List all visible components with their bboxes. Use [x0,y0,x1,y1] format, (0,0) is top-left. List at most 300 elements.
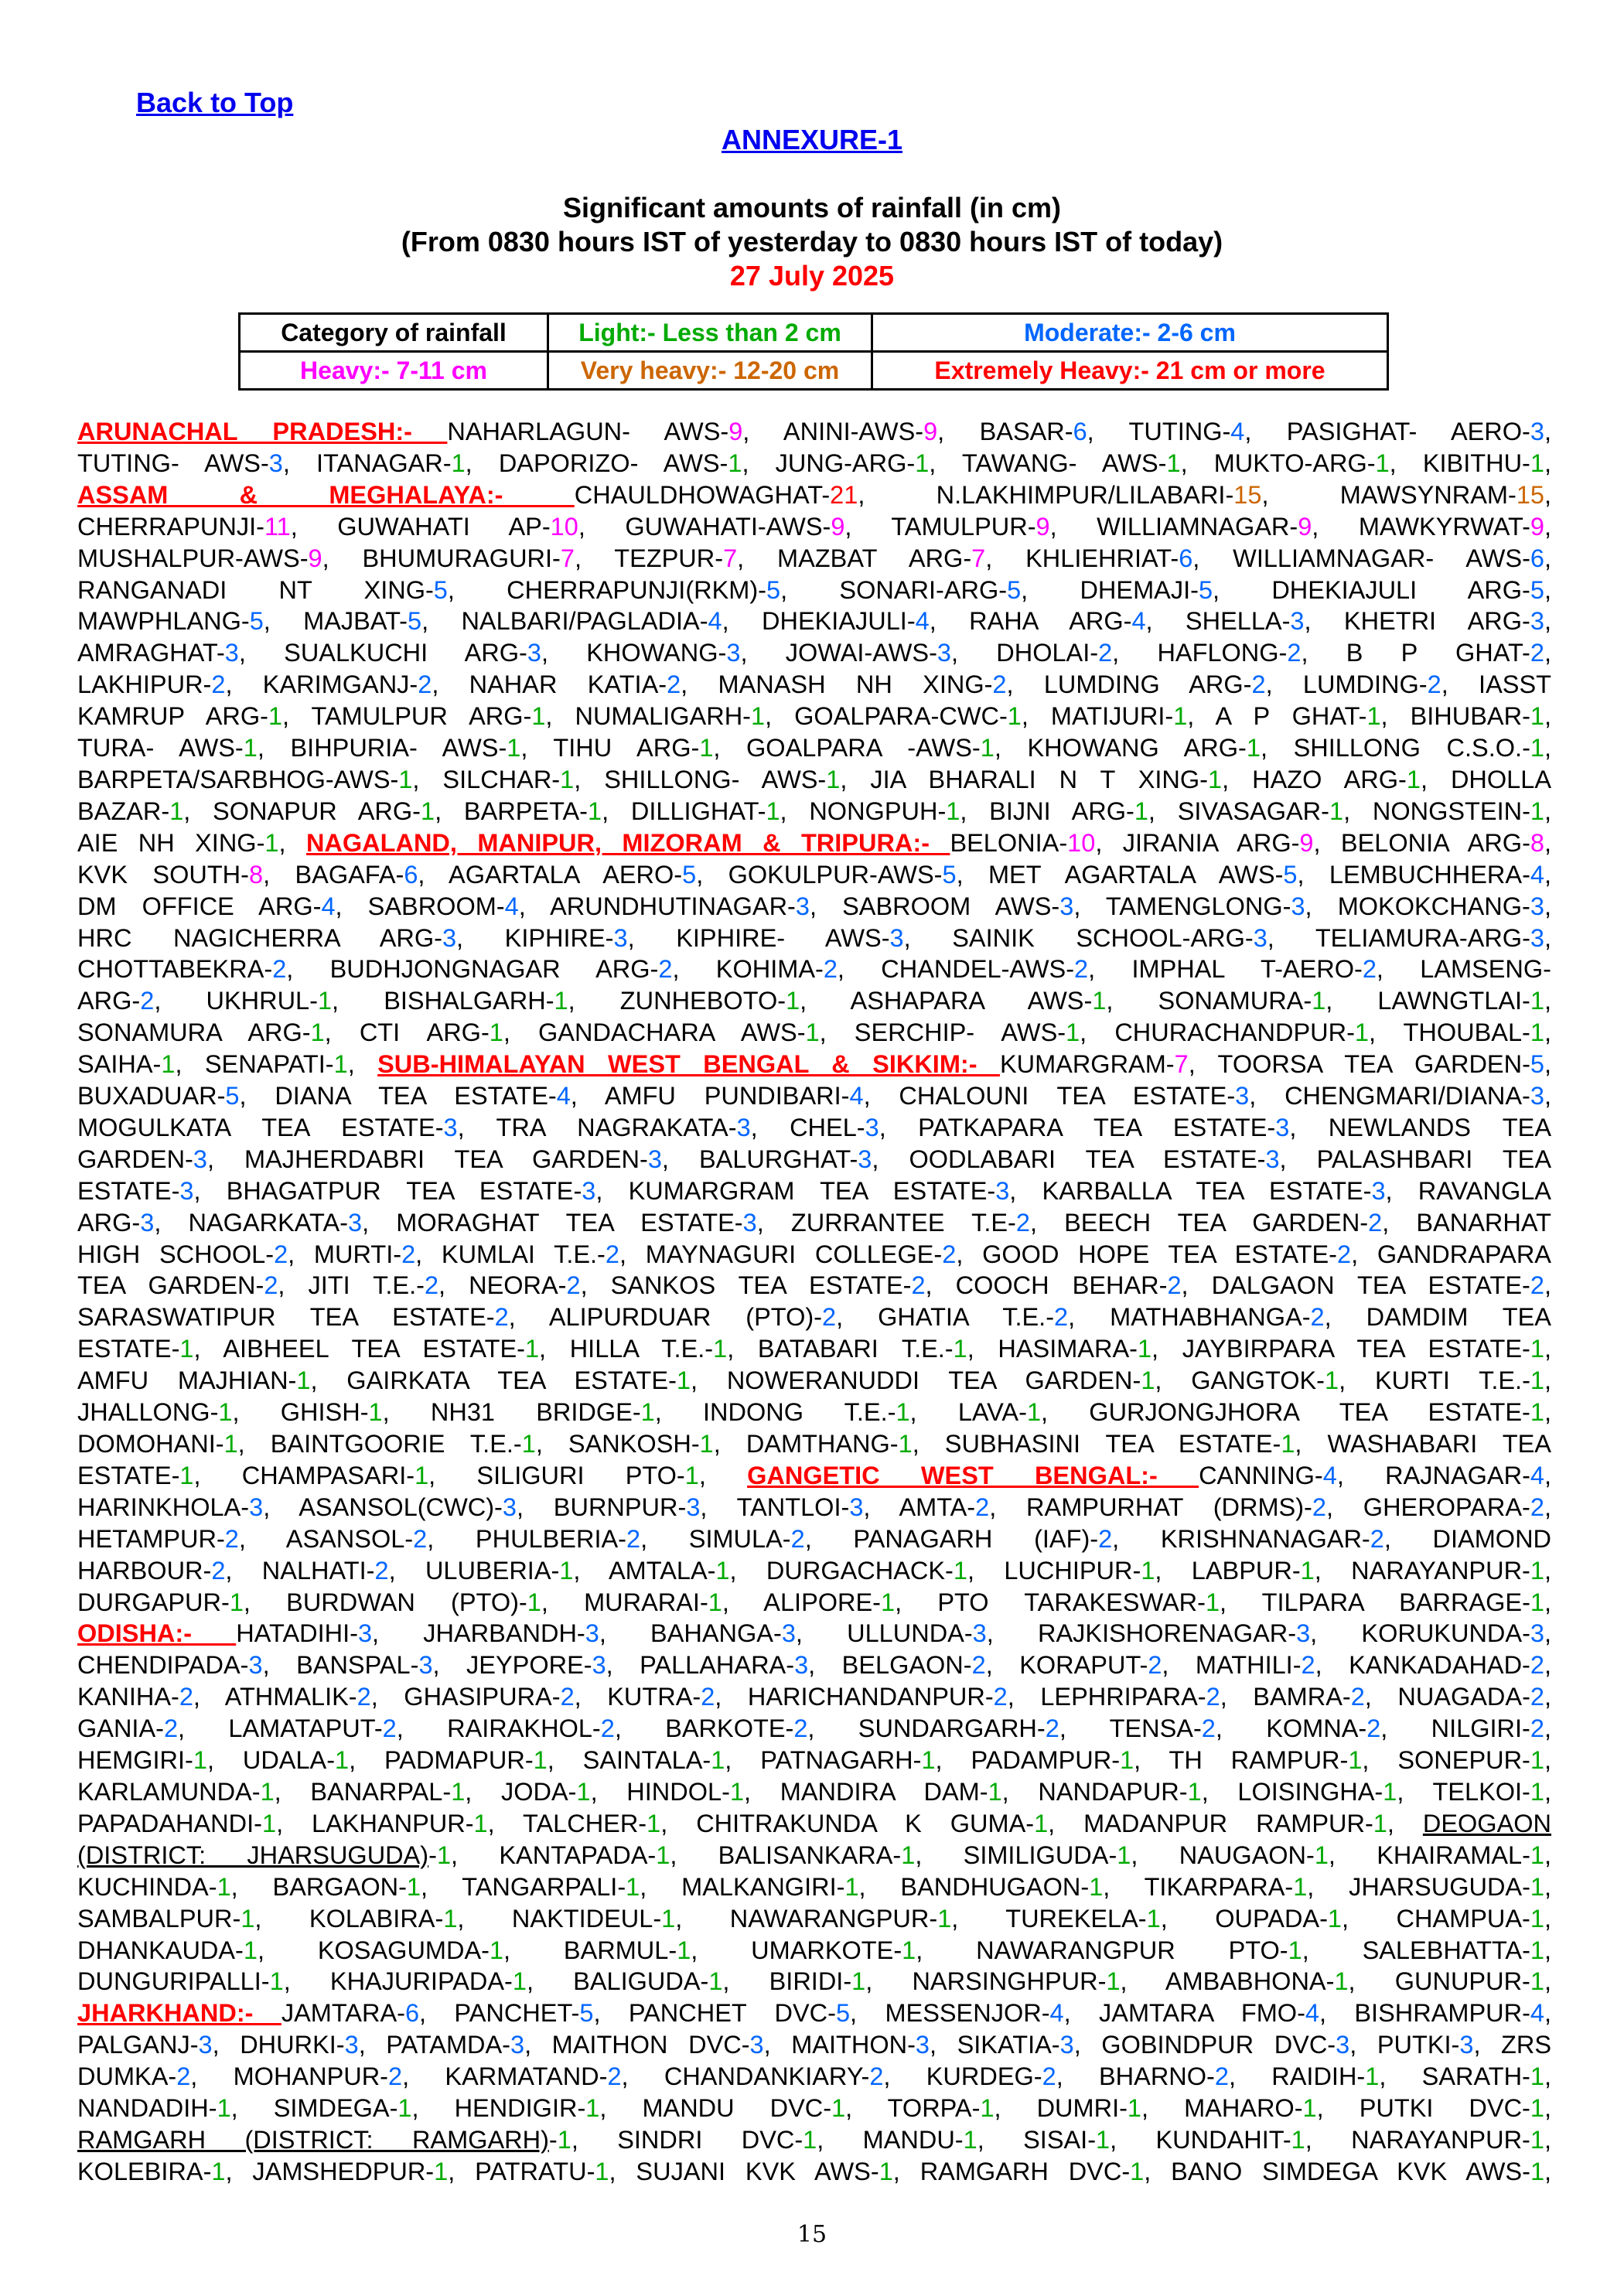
station-name: , ARUNDHUTINAGAR- [518,892,796,920]
station-name: , KOMNA- [1215,1714,1367,1743]
station-name: GARDEN- [77,1145,193,1173]
rainfall-value: 1 [1246,734,1261,762]
rainfall-value: 1 [661,1904,676,1933]
legend-extremely-heavy: Extremely Heavy:- 21 cm or more [872,352,1388,390]
station-name: , NALBARI/PAGLADIA- [421,607,708,636]
rainfall-value: 1 [269,1967,284,1996]
rainfall-value: 1 [1208,765,1223,793]
text-line [77,1397,1551,1428]
back-to-top-link[interactable]: Back to Top [136,87,294,118]
rainfall-value: 1 [786,987,800,1015]
station-name: , PALASHBARI TEA [1279,1145,1552,1173]
rainfall-value: 1 [711,1746,725,1775]
station-name: PAPADAHANDI- [77,1809,262,1837]
station-name: , NALHATI- [225,1556,375,1585]
station-name: , ULUBERIA- [388,1556,560,1585]
rainfall-value: 1 [1096,2125,1111,2154]
station-name: CANNING- [1199,1461,1323,1489]
rainfall-value: 3 [686,1493,701,1521]
station-name: , DHEMAJI- [1021,575,1199,604]
region-heading: ARUNACHAL PRADESH:- [77,418,448,445]
rainfall-value: 1 [1120,1746,1134,1775]
station-name: ARG- [77,1208,141,1237]
rainfall-value: 2 [224,1524,239,1553]
station-name: , [1544,1841,1552,1869]
station-name: , KOHIMA- [672,955,824,984]
text-line [77,1175,1551,1207]
rainfall-value: 1 [1530,1904,1544,1933]
rainfall-value: 1 [1530,449,1544,477]
text-line [77,637,1551,669]
rainfall-value: 3 [726,639,741,667]
rainfall-value: 1 [1334,1967,1349,1996]
rainfall-value: 2 [667,670,681,699]
rainfall-value: 1 [699,734,714,762]
station-name: , MADANPUR RAMPUR- [1048,1809,1373,1837]
rainfall-value: 1 [980,2094,995,2123]
rainfall-value: 2 [607,2062,622,2091]
station-name: ESTATE- [77,1176,180,1205]
rainfall-value: 3 [527,639,541,667]
station-name: , SABROOM AWS- [809,892,1060,920]
station-name: , [1544,1588,1552,1616]
station-name: , NOWERANUDDI TEA GARDEN- [690,1366,1141,1395]
station-name: , MANASH NH XING- [681,670,993,699]
rainfall-value: 1 [1205,1588,1220,1616]
rainfall-value: 3 [443,1113,458,1141]
rainfall-value: 5 [1198,575,1213,604]
rainfall-value: 3 [613,923,628,952]
rainfall-value: 3 [1336,2031,1350,2059]
station-name: , LAMSENG- [1376,955,1552,984]
station-name: , NILGIRI- [1380,1714,1530,1743]
station-name: , OUPADA- [1160,1904,1328,1933]
rainfall-value: 1 [1530,702,1544,731]
rainfall-value: 2 [1201,1714,1216,1743]
rainfall-value: 1 [988,1777,1002,1806]
station-name: , NARAYANPUR- [1305,2125,1530,2154]
station-name: , SIMDEGA- [230,2094,398,2123]
rainfall-value: 1 [898,1430,913,1458]
rainfall-value: 1 [708,1588,722,1616]
rainfall-value: 1 [1530,2094,1544,2123]
rainfall-value: 1 [1130,2157,1145,2185]
rainfall-value: 1 [1291,2125,1305,2154]
station-name: , [1387,1809,1423,1837]
station-name: HETAMPUR- [77,1524,225,1553]
rainfall-value: 1 [826,765,841,793]
rainfall-value: 1 [264,828,279,857]
station-name: , DAMDIM TEA [1324,1303,1551,1332]
station-name: , BATABARI T.E.- [727,1335,954,1363]
rainfall-value: 2 [274,1240,288,1268]
station-name: , AMBABHONA- [1120,1967,1335,1996]
station-name: , LAMATAPUT- [178,1714,383,1743]
station-name: , BELONIA ARG- [1313,828,1530,857]
rainfall-value: 2 [264,1271,278,1300]
rainfall-value: 2 [401,1240,416,1268]
rainfall-value: 6 [1073,418,1087,445]
station-name: , [698,1461,748,1489]
rainfall-value: 3 [865,1113,879,1141]
rainfall-value: 1 [218,1398,233,1427]
station-name: , TAMULPUR ARG- [282,702,532,731]
station-name: , TH RAMPUR- [1134,1746,1349,1775]
rainfall-value: 1 [260,1777,275,1806]
rainfall-value: 2 [1251,670,1266,699]
station-name: , JEYPORE- [432,1651,592,1680]
station-name: , N.LAKHIMPUR/LILABARI- [858,480,1234,509]
station-name: - [548,2125,558,2154]
rainfall-value: 3 [1530,1619,1544,1648]
rainfall-value: 5 [942,860,957,889]
station-name: , TELIAMURA-ARG- [1267,923,1530,952]
station-name: , ZURRANTEE T.E- [756,1208,1016,1237]
station-name: , PATRATU- [448,2157,595,2185]
rainfall-value: 6 [1530,544,1544,572]
heading-title: Significant amounts of rainfall (in cm) [562,192,1062,223]
station-name: , [1544,1398,1551,1427]
station-name: LAKHIPUR- [77,670,212,699]
rainfall-value: 1 [223,1430,238,1458]
rainfall-value: 3 [1371,1176,1386,1205]
rainfall-value: 2 [1148,1651,1162,1680]
rainfall-value: 1 [434,2157,449,2185]
rainfall-value: 5 [1530,1050,1544,1079]
station-name: DUMKA- [77,2062,177,2091]
station-name: , MORAGHAT TEA ESTATE- [362,1208,743,1237]
rainfall-value: 3 [1530,892,1544,920]
rainfall-value: 1 [415,1461,429,1489]
station-name: GANIA- [77,1714,164,1743]
station-name: TURA- AWS- [77,734,244,762]
station-name: , [1544,418,1551,445]
station-name: , SARATH- [1379,2062,1530,2091]
station-name: , [1544,1967,1551,1996]
station-name: , PADAMPUR- [935,1746,1121,1775]
station-name: , TANTLOI- [700,1493,850,1521]
station-name: , MET AGARTALA AWS- [956,860,1284,889]
station-name: , KANKADAHAD- [1315,1651,1530,1680]
station-name: , [1544,860,1552,889]
station-name: , SANKOS TEA ESTATE- [580,1271,912,1300]
rainfall-value: 7 [560,544,575,572]
rainfall-value: 1 [1141,1366,1155,1395]
rainfall-value: 2 [1362,955,1377,984]
rainfall-value: 4 [321,892,336,920]
station-name: , GHEROPARA- [1325,1493,1530,1521]
rainfall-value: 1 [901,1841,916,1869]
station-name: HEMGIRI- [77,1746,193,1775]
station-name: , JOWAI-AWS- [740,639,937,667]
station-name: , TILPARA BARRAGE- [1220,1588,1530,1616]
station-name: , BHARNO- [1056,2062,1215,2091]
station-name: , GURJONGJHORA TEA ESTATE- [1041,1398,1530,1427]
station-name: , KOLABIRA- [254,1904,444,1933]
rainfall-value: 9 [728,418,743,445]
station-name: , GAIRKATA TEA ESTATE- [310,1366,677,1395]
rainfall-value: 1 [1106,1967,1121,1996]
station-name: DEOGAON [1422,1809,1551,1837]
station-name: , BANDHUGAON- [858,1872,1090,1901]
station-name: , KORAPUT- [985,1651,1148,1680]
station-name: , KHAIRAMAL- [1328,1841,1530,1869]
rainfall-value: 1 [489,1936,504,1964]
rainfall-value: 1 [1530,1777,1544,1806]
rainfall-value: 2 [374,1556,389,1585]
station-name: DHANKAUDA- [77,1936,244,1964]
station-name: , TELKOI- [1397,1777,1530,1806]
rainfall-value: 2 [388,2062,403,2091]
station-name: , GOALPARA -AWS- [713,734,981,762]
rainfall-value: 3 [1253,923,1267,952]
station-name: AMRAGHAT- [77,639,225,667]
rainfall-value: 3 [249,1493,264,1521]
rainfall-value: 1 [766,797,780,825]
station-name: SAMBALPUR- [77,1904,241,1933]
rainfall-value: 4 [1131,607,1146,636]
rainfall-value: 21 [830,480,858,509]
annexure-title[interactable]: ANNEXURE-1 [721,124,903,155]
station-name: , BARKOTE- [614,1714,794,1743]
rainfall-value: 1 [1530,1872,1544,1901]
rainfall-value: 1 [1329,797,1344,825]
station-name: , BARGAON- [230,1872,407,1901]
rainfall-value: 2 [823,955,838,984]
station-name: , SENAPATI- [175,1050,334,1079]
station-name: , JHARBANDH- [372,1619,585,1648]
rainfall-value: 2 [1310,1303,1325,1332]
station-name: , KUMLAI T.E.- [415,1240,606,1268]
rainfall-value: 1 [1530,1967,1544,1996]
station-name: , CHALOUNI TEA ESTATE- [863,1082,1236,1110]
text-line [77,859,1551,891]
text-line [77,1207,1551,1239]
station-name: , TORPA- [845,2094,981,2123]
station-name: , NONGSTEIN- [1343,797,1530,825]
rainfall-value: 1 [1530,1366,1544,1395]
rainfall-value: 3 [1291,892,1305,920]
rainfall-value: 1 [1530,1746,1544,1775]
station-name: , BAMRA- [1220,1683,1351,1711]
text-line [77,1808,1551,1840]
rainfall-value: 2 [176,2062,191,2091]
station-name: , [1544,1461,1552,1489]
station-name: , JAMTARA FMO- [1063,1999,1305,2028]
station-name: , DIANA TEA ESTATE- [239,1082,557,1110]
rainfall-value: 1 [1530,2157,1545,2185]
rainfall-value: 2 [1015,1208,1030,1237]
rainfall-value: 3 [224,639,239,667]
rainfall-value: 2 [179,1683,193,1711]
rainfall-value: 1 [729,1777,745,1806]
rainfall-value: 2 [793,1714,808,1743]
station-name: ESTATE- [77,1335,180,1363]
rainfall-value: 2 [600,1714,615,1743]
station-name: , KORUKUNDA- [1310,1619,1530,1648]
station-name: TUTING- AWS- [77,449,269,477]
rainfall-value: 1 [715,1556,730,1585]
station-name: , BURDWAN (PTO)- [243,1588,527,1616]
rainfall-value: 3 [418,1651,433,1680]
station-name: , AMTALA- [573,1556,716,1585]
station-name: , PASIGHAT- AERO- [1244,418,1530,445]
rainfall-value: 2 [1167,1271,1182,1300]
legend-very-heavy: Very heavy:- 12-20 cm [548,352,872,390]
station-name: , SINDRI DVC- [571,2125,803,2154]
rainfall-value: 3 [1265,1145,1280,1173]
station-name: , BISHRAMPUR- [1319,1999,1530,2028]
rainfall-value: 1 [179,1335,194,1363]
station-name: , ATHMALIK- [193,1683,357,1711]
station-name: , BEECH TEA GARDEN- [1029,1208,1369,1237]
station-name: , MESSENJOR- [850,1999,1050,2028]
rainfall-value: 2 [942,1240,957,1268]
rainfall-value: 5 [1283,860,1298,889]
rainfall-value: 9 [1035,512,1050,541]
rainfall-value: 10 [550,512,578,541]
station-name: , [1544,1619,1551,1648]
station-name: , AGARTALA AERO- [418,860,683,889]
rainfall-value: 2 [1366,1714,1381,1743]
station-name: , DALGAON TEA ESTATE- [1181,1271,1530,1300]
station-name: , NAWARANGPUR- [675,1904,938,1933]
rainfall-station-list [77,416,1551,2188]
station-name: , [1544,1936,1552,1964]
station-name: , WILLIAMNAGAR- AWS- [1192,544,1530,572]
station-name: KUMARGRAM- [999,1050,1175,1079]
station-name: , ULLUNDA- [795,1619,973,1648]
text-line [77,1049,1551,1080]
rainfall-value: 1 [803,2125,817,2154]
station-name: , NARSINGHPUR- [865,1967,1107,1996]
station-name: , BANSPAL- [262,1651,419,1680]
rainfall-value: 3 [510,2031,525,2059]
station-name: , SHELLA- [1145,607,1291,636]
rainfall-value: 1 [640,1398,655,1427]
station-name: , CHANDANKIARY- [621,2062,870,2091]
station-name: , DHEKIAJULI ARG- [1213,575,1530,604]
station-name: , [1544,734,1551,762]
rainfall-value: 2 [971,1651,986,1680]
rainfall-value: 1 [1281,1430,1295,1458]
station-name: ARG- [77,987,141,1015]
rainfall-value: 5 [408,607,422,636]
station-name: , [1544,1714,1551,1743]
text-line [77,575,1551,606]
region-heading: SUB-HIMALAYAN WEST BENGAL & SIKKIM:- [377,1050,1000,1079]
text-line [77,954,1551,985]
station-name: , DAPORIZO- AWS- [465,449,728,477]
station-name: JHALLONG- [77,1398,219,1427]
legend-category-label: Category of rainfall [240,314,548,352]
station-name: , BANO SIMDEGA KVK AWS- [1144,2157,1530,2185]
rainfall-value: 2 [1287,639,1302,667]
rainfall-value: 1 [243,734,258,762]
rainfall-value: 9 [1530,512,1544,541]
rainfall-value: 2 [605,1240,619,1268]
station-name: , SILCHAR- [412,765,561,793]
rainfall-value: 1 [980,734,995,762]
station-name: , ASHAPARA AWS- [800,987,1093,1015]
rainfall-value: 3 [442,923,457,952]
station-name: , TALCHER- [487,1809,647,1837]
station-name: , COOCH BEHAR- [925,1271,1168,1300]
station-name: , KHOWANG- [541,639,727,667]
rainfall-value: 11 [264,512,291,541]
rainfall-value: 7 [723,544,738,572]
station-name: , LABPUR- [1155,1556,1301,1585]
rainfall-value: 1 [902,1936,916,1964]
station-name: , BHUMURAGURI- [322,544,561,572]
station-name: , BAINTGOORIE T.E.- [237,1430,522,1458]
rainfall-value: 1 [451,1777,466,1806]
station-name: , SONARI-ARG- [780,575,1008,604]
rainfall-value: 3 [1059,892,1074,920]
station-name: , [1544,1493,1551,1521]
station-name: , SISAI- [977,2125,1097,2154]
station-name: DM OFFICE ARG- [77,892,322,920]
station-name: , NARAYANPUR- [1314,1556,1530,1585]
rainfall-value: 1 [953,1556,967,1585]
rainfall-value: 1 [1117,1841,1131,1869]
station-name: , JODA- [465,1777,577,1806]
station-name: , [1544,2125,1551,2154]
station-name: , GOOD HOPE TEA ESTATE- [956,1240,1337,1268]
rainfall-value: 1 [1137,1335,1152,1363]
rainfall-value: 2 [566,1271,581,1300]
rainfall-value: 3 [1459,2031,1474,2059]
station-name: , PANCHET- [419,1999,580,2028]
station-name: , TAMULPUR- [844,512,1036,541]
station-name: , CHITRAKUNDA K GUMA- [660,1809,1035,1837]
rainfall-value: 3 [794,1651,809,1680]
rainfall-value: 2 [1074,955,1089,984]
rainfall-value: 1 [507,734,521,762]
rainfall-value: 2 [211,670,226,699]
rainfall-value: 2 [424,1271,439,1300]
rainfall-value: 3 [502,1493,517,1521]
station-name: BUXADUAR- [77,1082,226,1110]
station-name: , DURGACHACK- [729,1556,954,1585]
station-name: , [1544,1872,1552,1901]
station-name: , BUDHJONGNAGAR ARG- [286,955,659,984]
station-name: , KHAJURIPADA- [283,1967,513,1996]
station-name: NAHARLAGUN- AWS- [447,418,729,445]
rainfall-value: 1 [946,797,960,825]
station-name: , SILIGURI PTO- [428,1461,685,1489]
rainfall-value: 1 [421,797,435,825]
station-name: , BHAGATPUR TEA ESTATE- [193,1176,582,1205]
text-line [77,669,1551,701]
station-name: , ASANSOL- [238,1524,414,1553]
rainfall-value: 10 [1067,828,1096,857]
rainfall-value: 1 [1173,702,1188,731]
rainfall-value: 1 [1288,1936,1302,1964]
rainfall-value: 4 [708,607,722,636]
rainfall-value: 2 [992,670,1007,699]
text-line [77,1871,1551,1903]
station-name: , MAYNAGURI COLLEGE- [619,1240,943,1268]
rainfall-value: 3 [742,1208,757,1237]
station-name: , CTI ARG- [324,1018,490,1047]
rainfall-value: 9 [308,544,322,572]
station-name: , TIKARPARA- [1103,1872,1294,1901]
rainfall-value: 1 [217,2094,231,2123]
station-name: , IMPHAL T-AERO- [1088,955,1363,984]
rainfall-value: 2 [413,1524,428,1553]
station-name: , PATKAPARA TEA ESTATE- [879,1113,1276,1141]
